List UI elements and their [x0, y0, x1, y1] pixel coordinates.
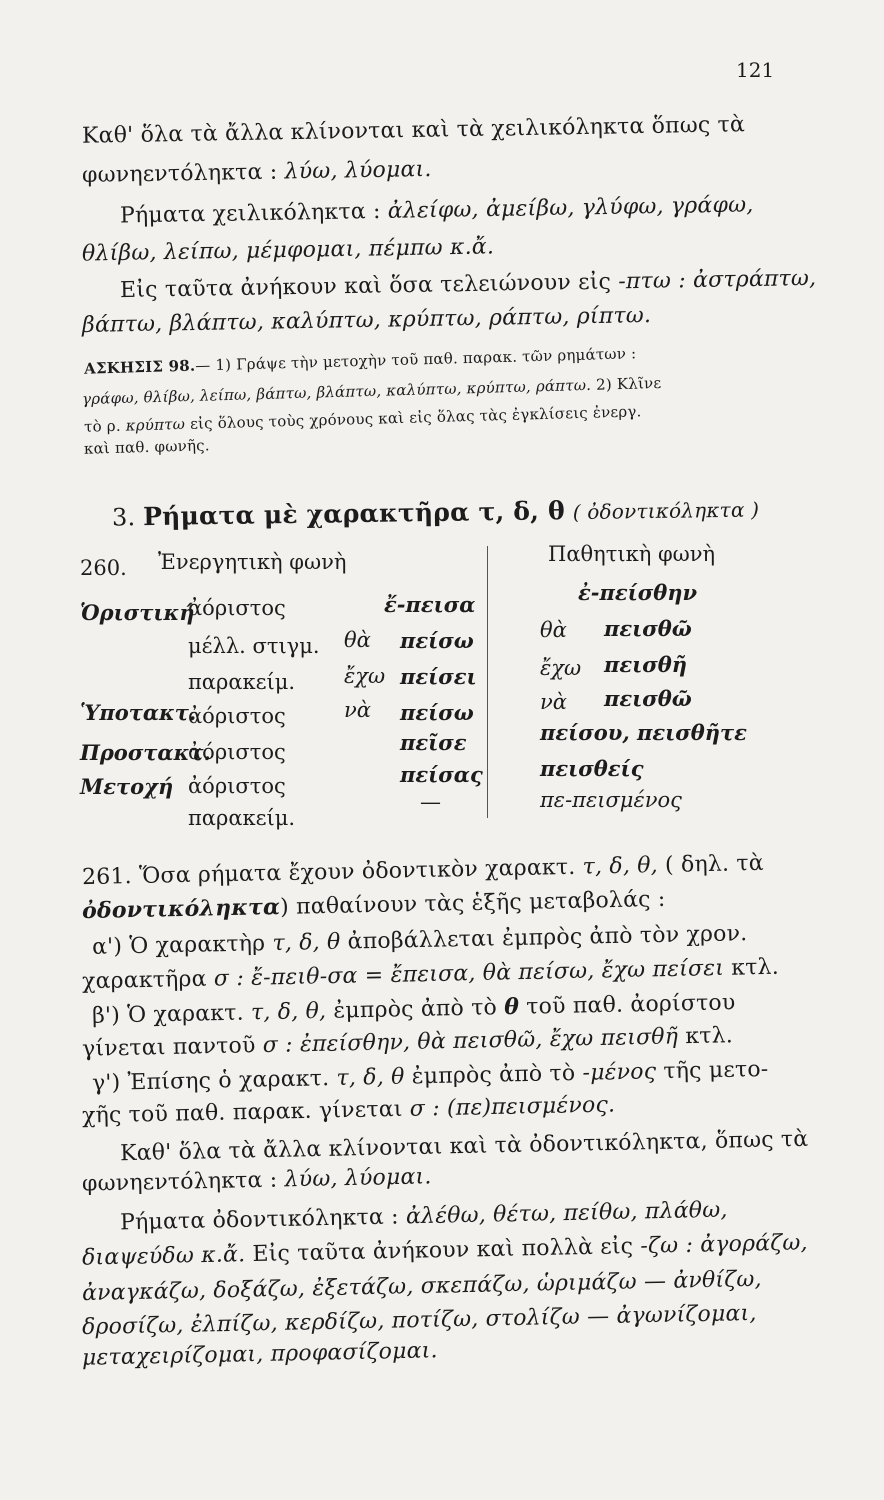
p261-line-12-b: Εἰς ταῦτα ἀνήκουν καὶ πολλὰ εἰς	[252, 1234, 634, 1268]
column-divider	[487, 546, 488, 818]
p261-line-13: ἀναγκάζω, δοξάζω, ἐξετάζω, σκεπάζω, ὡριμάζω — ἀνθίζω,	[81, 1266, 762, 1307]
exercise-line-3-a: τὸ ρ.	[83, 416, 122, 436]
tense-cell: ἀόριστος	[188, 596, 286, 620]
p261-number: 261.	[81, 864, 133, 891]
intro-line-6: βάπτω, βλάπτω, καλύπτω, κρύπτω, ράπτω, ρίπτω.	[81, 303, 652, 338]
p261-line-9: Καθ' ὅλα τὰ ἄλλα κλίνονται καὶ τὰ ὀδοντικόληκτα, ὅπως τὰ	[119, 1126, 809, 1167]
exercise-line-2-text: 2) Κλῖνε	[595, 373, 662, 394]
p261-line-5	[92, 989, 736, 1028]
p261-line-6	[82, 1023, 733, 1062]
exercise-line-2-verbs: γράφω, θλίβω, λείπω, βάπτω, βλάπτω, καλύπτω, κρύπτω, ράπτω.	[81, 375, 592, 409]
p261-line-6-examples: σ : ἐπείσθην, θὰ πεισθῶ, ἔχω πεισθῆ	[262, 1024, 679, 1059]
tense-cell: μέλλ. στιγμ.	[188, 634, 320, 658]
p261-line-11-examples: ἀλέθω, θέτω, πείθω, πλάθω,	[405, 1197, 728, 1230]
p261-line-3-a: α') Ὁ χαρακτὴρ	[91, 931, 266, 960]
passive-form: πεισθῶ	[604, 686, 692, 711]
mood-label: Ὁριστική	[80, 600, 195, 625]
active-form: πείσει	[400, 664, 477, 689]
p261-line-1-chars: τ, δ, θ,	[582, 853, 659, 880]
intro-line-2-text: φωνηεντόληκτα :	[81, 159, 278, 189]
p261-line-5-c: ἐμπρὸς ἀπὸ τὸ	[333, 995, 498, 1024]
p261-line-7-e: τῆς μετο-	[663, 1056, 769, 1085]
p261-line-8	[82, 1092, 616, 1128]
passive-form: πεισθῶ	[604, 616, 692, 641]
intro-line-5-text: Εἰς ταῦτα ἀνήκουν καὶ ὅσα τελειώνουν εἰς	[119, 269, 612, 304]
p261-term: ὀδοντικόληκτα	[81, 893, 281, 925]
p261-line-3-c: ἀποβάλλεται ἐμπρὸς ἀπὸ τὸν χρον.	[347, 921, 748, 955]
p261-line-15: μεταχειρίζομαι, προφασίζομαι.	[81, 1338, 438, 1371]
intro-line-1: Καθ' ὅλα τὰ ἄλλα κλίνονται καὶ τὰ χειλικόληκτα ὅπως τὰ	[81, 112, 746, 149]
mood-label: Ὑποτακτ.	[80, 700, 197, 725]
passive-particle-cell: θὰ	[540, 618, 567, 642]
p261-line-1-end: ( δηλ. τὰ	[664, 850, 765, 878]
p261-line-3-chars: τ, δ, θ	[272, 929, 341, 957]
intro-line-2	[82, 157, 432, 188]
active-form: πείσω	[400, 700, 474, 725]
p261-line-7-a: γ') Ἐπίσης ὁ χαρακτ.	[91, 1066, 330, 1097]
p261-line-12-a: διαψεύδω κ.ἄ.	[81, 1242, 246, 1271]
active-form: ἔ-πεισα	[384, 592, 476, 617]
exercise-line-4: καὶ παθ. φωνῆς.	[83, 436, 210, 458]
active-form: πείσω	[400, 628, 474, 653]
passive-particle-cell: ἔχω	[540, 656, 582, 680]
p261-line-1	[82, 851, 764, 890]
p261-line-6-a: γίνεται παντοῦ	[81, 1033, 256, 1062]
p261-line-3	[92, 921, 748, 960]
exercise-line-3-verb: κρύπτω	[125, 414, 186, 435]
mood-label: Προστακτ.	[80, 740, 211, 765]
passive-particle-cell: νὰ	[540, 690, 567, 714]
passive-form: πείσου, πεισθῆτε	[540, 720, 747, 745]
particle-cell: ἔχω	[344, 664, 386, 688]
exercise-line-3-text: εἰς ὅλους τοὺς χρόνους καὶ εἰς ὅλας τὰς ἐγκλίσεις ἐνεργ.	[189, 402, 642, 433]
p261-line-11	[120, 1198, 728, 1236]
passive-form: πεισθῆ	[604, 652, 688, 677]
table-number: 260.	[80, 556, 127, 580]
active-form: —	[420, 790, 441, 814]
particle-cell: νὰ	[344, 698, 371, 722]
tense-cell: παρακείμ.	[188, 806, 296, 830]
p261-line-7-suffix: -μένος	[582, 1059, 657, 1086]
tense-cell: ἀόριστος	[188, 740, 286, 764]
intro-line-5-examples: -πτω : ἀστράπτω,	[618, 265, 817, 295]
p261-line-2	[82, 886, 666, 924]
p261-line-5-a: β') Ὁ χαρακτ.	[91, 1000, 245, 1029]
active-form: πεῖσε	[400, 730, 467, 755]
p261-line-14: δροσίζω, ἐλπίζω, κερδίζω, ποτίζω, στολίζω — ἀγωνίζομαι,	[81, 1300, 757, 1341]
p261-line-4	[82, 955, 779, 995]
passive-voice-header: Παθητικὴ φωνὴ	[548, 542, 716, 566]
p261-line-10	[82, 1164, 432, 1196]
p261-line-5-e: τοῦ παθ. ἀορίστου	[526, 990, 736, 1020]
section-subtitle: ( ὀδοντικόληκτα )	[572, 497, 760, 525]
intro-line-4: θλίβω, λείπω, μέμφομαι, πέμπω κ.ἄ.	[81, 234, 495, 267]
p261-line-10-a: φωνηεντόληκτα :	[81, 1167, 278, 1197]
p261-line-1-text: Ὅσα ρήματα ἔχουν ὀδοντικὸν χαρακτ.	[138, 854, 576, 889]
p261-line-8-example: σ : (πε)πεισμένος.	[409, 1092, 616, 1122]
section-heading	[112, 493, 759, 531]
p261-line-7	[92, 1057, 769, 1096]
exercise-line-2	[82, 374, 662, 408]
section-number: 3.	[111, 503, 136, 532]
p261-line-4-a: χαρακτῆρα	[81, 966, 207, 995]
p261-line-4-examples: σ : ἔ-πειθ-σα = ἔπεισα, θὰ πείσω, ἔχω πείσει	[213, 955, 725, 992]
exercise-title: ΑΣΚΗΣΙΣ 98.	[83, 356, 196, 378]
p261-line-4-c: κτλ.	[730, 954, 780, 981]
p261-line-5-chars: τ, δ, θ,	[250, 998, 327, 1026]
p261-line-7-chars: τ, δ, θ	[336, 1064, 405, 1091]
p261-line-11-a: Ρήματα ὀδοντικόληκτα :	[119, 1204, 400, 1236]
p261-line-5-theta: θ	[503, 993, 520, 1021]
p261-line-8-a: χῆς τοῦ παθ. παρακ. γίνεται	[81, 1096, 403, 1129]
p261-line-12-c: -ζω : ἀγοράζω,	[640, 1230, 808, 1259]
p261-line-7-c: ἐμπρὸς ἀπὸ τὸ	[411, 1060, 576, 1090]
intro-line-2-example: λύω, λύομαι.	[284, 156, 432, 185]
p261-line-2-text: ) παθαίνουν τὰς ἑξῆς μεταβολάς :	[279, 886, 666, 920]
passive-form: ἐ-πείσθην	[578, 580, 698, 605]
tense-cell: ἀόριστος	[188, 774, 286, 798]
mood-label: Μετοχή	[80, 774, 174, 799]
intro-line-3-examples: ἀλείφω, ἀμείβω, γλύφω, γράφω,	[387, 192, 754, 224]
intro-line-3	[120, 192, 754, 228]
intro-line-3-text: Ρήματα χειλικόληκτα :	[119, 198, 381, 229]
exercise-line-1-text: — 1) Γράψε τὴν μετοχὴν τοῦ παθ. παρακ. τῶν ρημάτων :	[195, 344, 637, 375]
exercise-line-3	[84, 402, 642, 436]
particle-cell: θὰ	[344, 628, 371, 652]
p261-line-6-c: κτλ.	[685, 1023, 734, 1050]
section-title: Ρήματα μὲ χαρακτῆρα τ, δ, θ	[142, 496, 566, 532]
exercise-line-1	[84, 344, 637, 377]
tense-cell: ἀόριστος	[188, 704, 286, 728]
active-form: πείσας	[400, 762, 483, 787]
passive-form: πεισθείς	[540, 756, 644, 781]
intro-line-5	[120, 266, 817, 303]
p261-line-10-example: λύω, λύομαι.	[284, 1164, 432, 1193]
tense-cell: παρακείμ.	[188, 670, 296, 694]
p261-line-12	[82, 1230, 808, 1270]
passive-form: πε-πεισμένος	[540, 788, 682, 812]
active-voice-header: Ἐνεργητικὴ φωνὴ	[158, 550, 347, 574]
page-number: 121	[736, 58, 775, 82]
